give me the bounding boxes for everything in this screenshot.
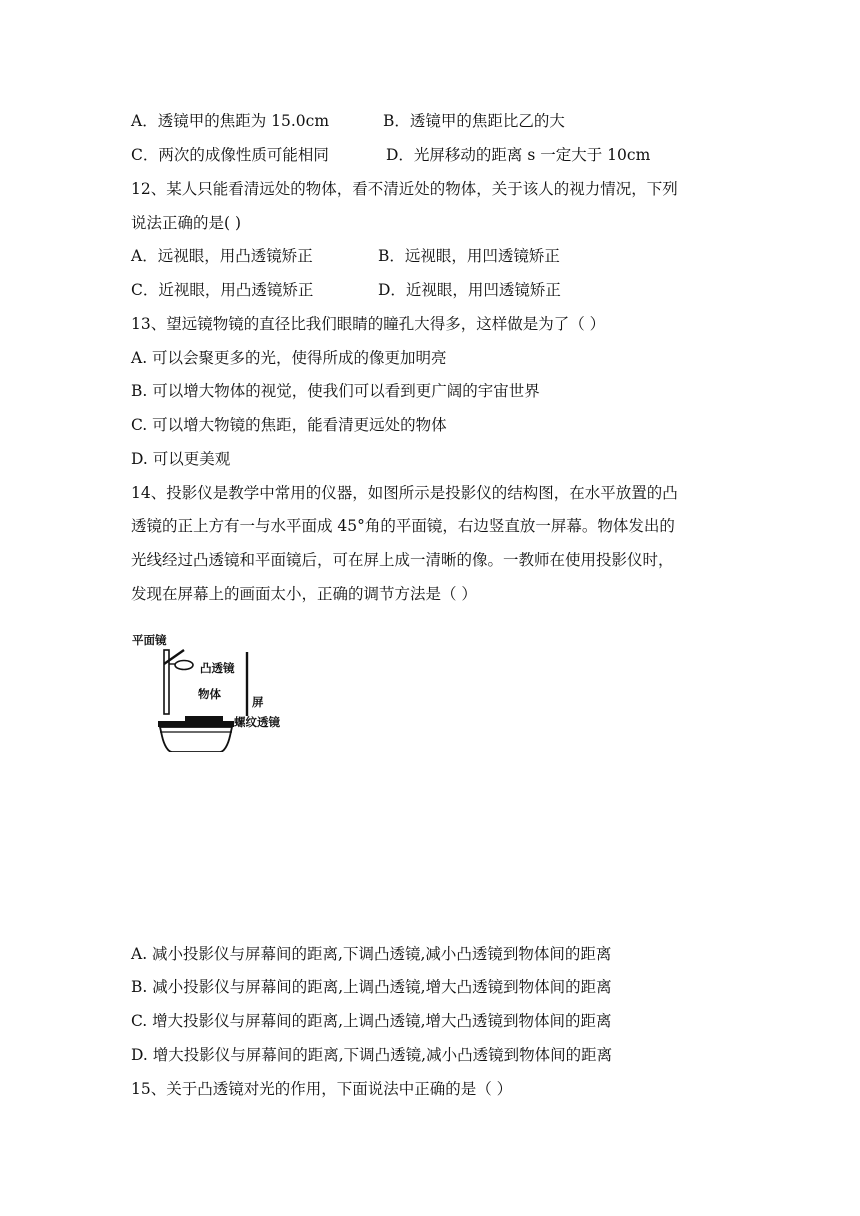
q12-stem-line1: 12、某人只能看清远处的物体，看不清近处的物体，关于该人的视力情况，下列 — [131, 180, 678, 198]
q14-option-a: A. 减小投影仪与屏幕间的距离,下调凸透镜,减小凸透镜到物体间的距离 — [131, 945, 612, 963]
label-fresnel-lens: 螺纹透镜 — [234, 715, 280, 729]
q13-option-a: A. 可以会聚更多的光，使得所成的像更加明亮 — [131, 349, 447, 367]
projector-body-shape — [160, 727, 232, 752]
q11-option-a: A．透镜甲的焦距为 15.0cm — [131, 112, 330, 130]
q14-stem-line2: 透镜的正上方有一与水平面成 45°角的平面镜，右边竖直放一屏幕。物体发出的 — [131, 517, 675, 535]
q12-option-c: C．近视眼，用凸透镜矫正 — [131, 281, 314, 299]
q14-option-d: D. 增大投影仪与屏幕间的距离,下调凸透镜,减小凸透镜到物体间的距离 — [131, 1046, 613, 1064]
label-object: 物体 — [198, 687, 221, 701]
q14-option-b: B. 减小投影仪与屏幕间的距离,上调凸透镜,增大凸透镜到物体间的距离 — [131, 978, 612, 996]
q12-option-d: D．近视眼，用凹透镜矫正 — [378, 281, 561, 299]
q13-stem: 13、望远镜物镜的直径比我们眼睛的瞳孔大得多，这样做是为了（ ） — [131, 315, 606, 333]
object-shape — [185, 716, 223, 721]
q14-option-c: C. 增大投影仪与屏幕间的距离,上调凸透镜,增大凸透镜到物体间的距离 — [131, 1012, 612, 1030]
convex-lens-shape — [175, 661, 193, 670]
q15-stem: 15、关于凸透镜对光的作用，下面说法中正确的是（ ） — [131, 1080, 513, 1098]
label-convex-lens: 凸透镜 — [200, 661, 235, 675]
q14-stem-line4: 发现在屏幕上的画面太小，正确的调节方法是（ ） — [131, 585, 477, 603]
q11-option-c: C．两次的成像性质可能相同 — [131, 146, 329, 164]
q12-stem-line2: 说法正确的是( ) — [131, 214, 242, 232]
q11-option-d: D．光屏移动的距离 s 一定大于 10cm — [386, 146, 651, 164]
q13-option-d: D. 可以更美观 — [131, 450, 231, 468]
q12-option-b: B．远视眼，用凹透镜矫正 — [378, 247, 560, 265]
q14-stem-line1: 14、投影仪是教学中常用的仪器，如图所示是投影仪的结构图，在水平放置的凸 — [131, 484, 678, 502]
q11-option-b: B．透镜甲的焦距比乙的大 — [383, 112, 565, 130]
q14-stem-line3: 光线经过凸透镜和平面镜后，可在屏上成一清晰的像。一教师在使用投影仪时， — [131, 551, 674, 569]
label-screen: 屏 — [252, 695, 264, 709]
q13-option-b: B. 可以增大物体的视觉，使我们可以看到更广阔的宇宙世界 — [131, 382, 540, 400]
label-plane-mirror: 平面镜 — [132, 633, 167, 647]
q12-option-a: A．远视眼，用凸透镜矫正 — [131, 247, 313, 265]
fresnel-lens-shape — [158, 721, 234, 727]
projector-diagram — [128, 632, 298, 752]
q13-option-c: C. 可以增大物镜的焦距，能看清更远处的物体 — [131, 416, 447, 434]
